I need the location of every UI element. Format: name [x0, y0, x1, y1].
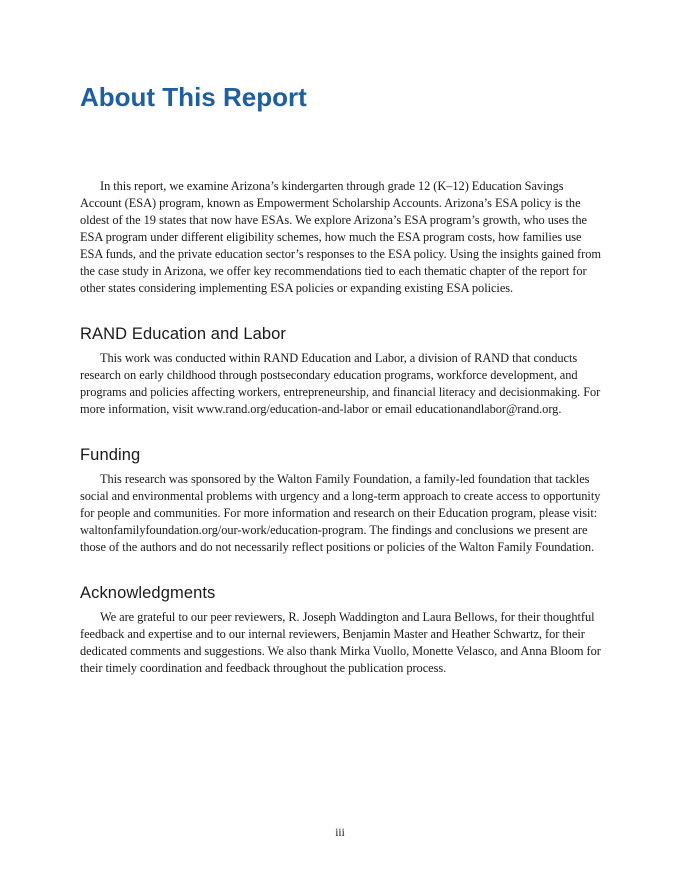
- rand-education-labor-heading: RAND Education and Labor: [80, 325, 287, 343]
- acknowledgments-section: [80, 582, 602, 677]
- funding-heading: Funding: [80, 446, 141, 464]
- intro-section: [80, 178, 602, 297]
- rand-education-labor-paragraph: This work was conducted within RAND Education and Labor, a division of RAND that conducts research on early childhood through postsecondary education programs, workforce development, and programs and policies affecting workers, entrepreneurship, and financial literacy and decisionmaking. For more information, visit www.rand.org/education-and-labor or email educationandlabor@rand.org.: [80, 351, 601, 416]
- page-content: [80, 178, 602, 677]
- funding-paragraph: This research was sponsored by the Walton Family Foundation, a family-led foundation that tackles social and environmental problems with urgency and a long-term approach to create access to opportunity for people and communities. For more information and research on their Education program, please visit: waltonfamilyfoundation.org/our-work/education-program. The findings and conclusions we present are those of the authors and do not necessarily reflect positions or policies of the Walton Family Foundation.: [80, 472, 601, 554]
- acknowledgments-heading: Acknowledgments: [80, 584, 216, 602]
- page-title: About This Report: [80, 82, 307, 112]
- funding-section: [80, 444, 602, 556]
- intro-paragraph: In this report, we examine Arizona’s kindergarten through grade 12 (K–12) Education Savings Account (ESA) program, known as Empowerment Scholarship Accounts. Arizona’s ESA policy is the oldest of the 19 states that now have ESAs. We explore Arizona’s ESA program’s growth, who uses the ESA program under different eligibility schemes, how much the ESA program costs, how families use ESA funds, and the private education sector’s responses to the ESA policy. Using the insights gained from the case study in Arizona, we offer key recommendations tied to each thematic chapter of the report for other states considering implementing ESA policies or expanding existing ESA policies.: [80, 179, 601, 295]
- page-number: iii: [335, 827, 345, 839]
- rand-education-labor-section: [80, 323, 602, 418]
- acknowledgments-paragraph: We are grateful to our peer reviewers, R. Joseph Waddington and Laura Bellows, for their thoughtful feedback and expertise and to our internal reviewers, Benjamin Master and Heather Schwartz, for their dedicated comments and suggestions. We also thank Mirka Vuollo, Monette Velasco, and Anna Bloom for their timely coordination and feedback throughout the publication process.: [80, 610, 601, 675]
